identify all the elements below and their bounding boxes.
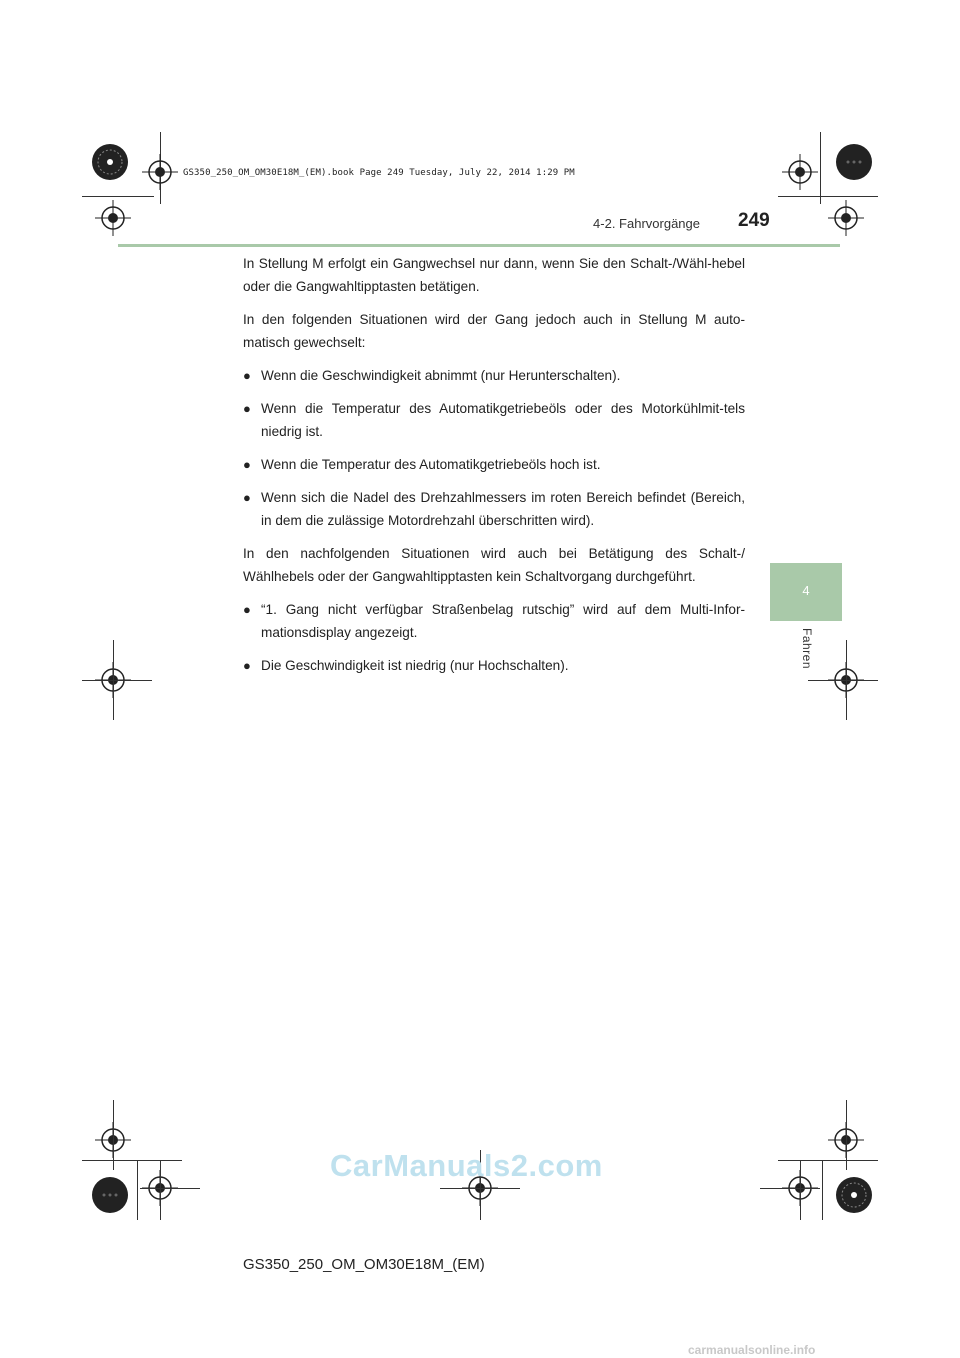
starburst-mark-icon — [834, 1175, 874, 1215]
crop-mark-line — [82, 1160, 182, 1161]
crop-mark-line — [800, 1160, 801, 1220]
crop-mark-line — [778, 1160, 878, 1161]
page-content — [243, 252, 745, 687]
footer-document-code: GS350_250_OM_OM30E18M_(EM) — [243, 1256, 485, 1273]
crop-mark-line — [82, 680, 152, 681]
book-file-header: GS350_250_OM_OM30E18M_(EM).book Page 249 Tuesday, July 22, 2014 1:29 PM — [183, 168, 575, 178]
crop-mark-line — [778, 196, 878, 197]
registration-target-icon — [142, 154, 178, 190]
crop-mark-line — [440, 1188, 520, 1189]
list-item-text: Wenn die Geschwindigkeit abnimmt (nur Herunterschalten). — [261, 368, 621, 383]
starburst-mark-icon — [90, 142, 130, 182]
list-item — [243, 654, 745, 677]
solid-disc-mark-icon — [834, 142, 874, 182]
list-item-text: Die Geschwindigkeit ist niedrig (nur Hochschalten). — [261, 658, 569, 673]
list-item-text: Wenn die Temperatur des Automatikgetriebeöls hoch ist. — [261, 457, 601, 472]
chapter-number: 4 — [802, 583, 810, 598]
paragraph: In den folgenden Situationen wird der Gang jedoch auch in Stellung M auto-matisch gewechselt: — [243, 312, 745, 350]
crop-mark-line — [140, 1188, 200, 1189]
crop-mark-line — [808, 680, 878, 681]
bullet-icon: ● — [243, 490, 251, 505]
bullet-icon: ● — [243, 658, 251, 673]
paragraph: In Stellung M erfolgt ein Gangwechsel nur dann, wenn Sie den Schalt-/Wähl-hebel oder die Gangwahltipptasten betätigen. — [243, 256, 745, 294]
list-item — [243, 486, 745, 532]
chapter-label: Fahren — [800, 628, 814, 670]
list-item — [243, 364, 745, 387]
list-item-text: Wenn die Temperatur des Automatikgetriebeöls oder des Motorkühlmit-tels niedrig ist. — [261, 401, 745, 439]
registration-target-icon — [828, 200, 864, 236]
bullet-icon: ● — [243, 602, 251, 617]
bullet-icon: ● — [243, 457, 251, 472]
list-item-text: “1. Gang nicht verfügbar Straßenbelag rutschig” wird auf dem Multi-Infor-mationsdisplay angezeigt. — [261, 602, 745, 640]
page-number: 249 — [738, 210, 770, 231]
header-rule — [118, 244, 840, 247]
list-item — [243, 453, 745, 476]
bullet-icon: ● — [243, 368, 251, 383]
list-item — [243, 397, 745, 443]
solid-disc-mark-icon — [90, 1175, 130, 1215]
bullet-icon: ● — [243, 401, 251, 416]
crop-mark-line — [822, 1160, 823, 1220]
crop-mark-line — [137, 1160, 138, 1220]
registration-target-icon — [95, 200, 131, 236]
chapter-tab — [770, 563, 842, 621]
crop-mark-line — [760, 1188, 820, 1189]
watermark-footer: carmanualsonline.info — [688, 1343, 816, 1357]
watermark-logo: CarManuals2.com — [330, 1148, 603, 1183]
list-item-text: Wenn sich die Nadel des Drehzahlmessers im roten Bereich befindet (Bereich, in dem die zulässige Motordrehzahl überschritten wird). — [261, 490, 745, 528]
crop-mark-line — [82, 196, 154, 197]
list-item — [243, 598, 745, 644]
crop-mark-line — [160, 1160, 161, 1220]
running-head: 4-2. Fahrvorgänge — [593, 216, 700, 231]
crop-mark-line — [820, 132, 821, 204]
registration-target-icon — [782, 154, 818, 190]
paragraph: In den nachfolgenden Situationen wird auch bei Betätigung des Schalt-/ Wählhebels oder der Gangwahltipptasten kein Schaltvorgang durchgeführt. — [243, 546, 745, 584]
